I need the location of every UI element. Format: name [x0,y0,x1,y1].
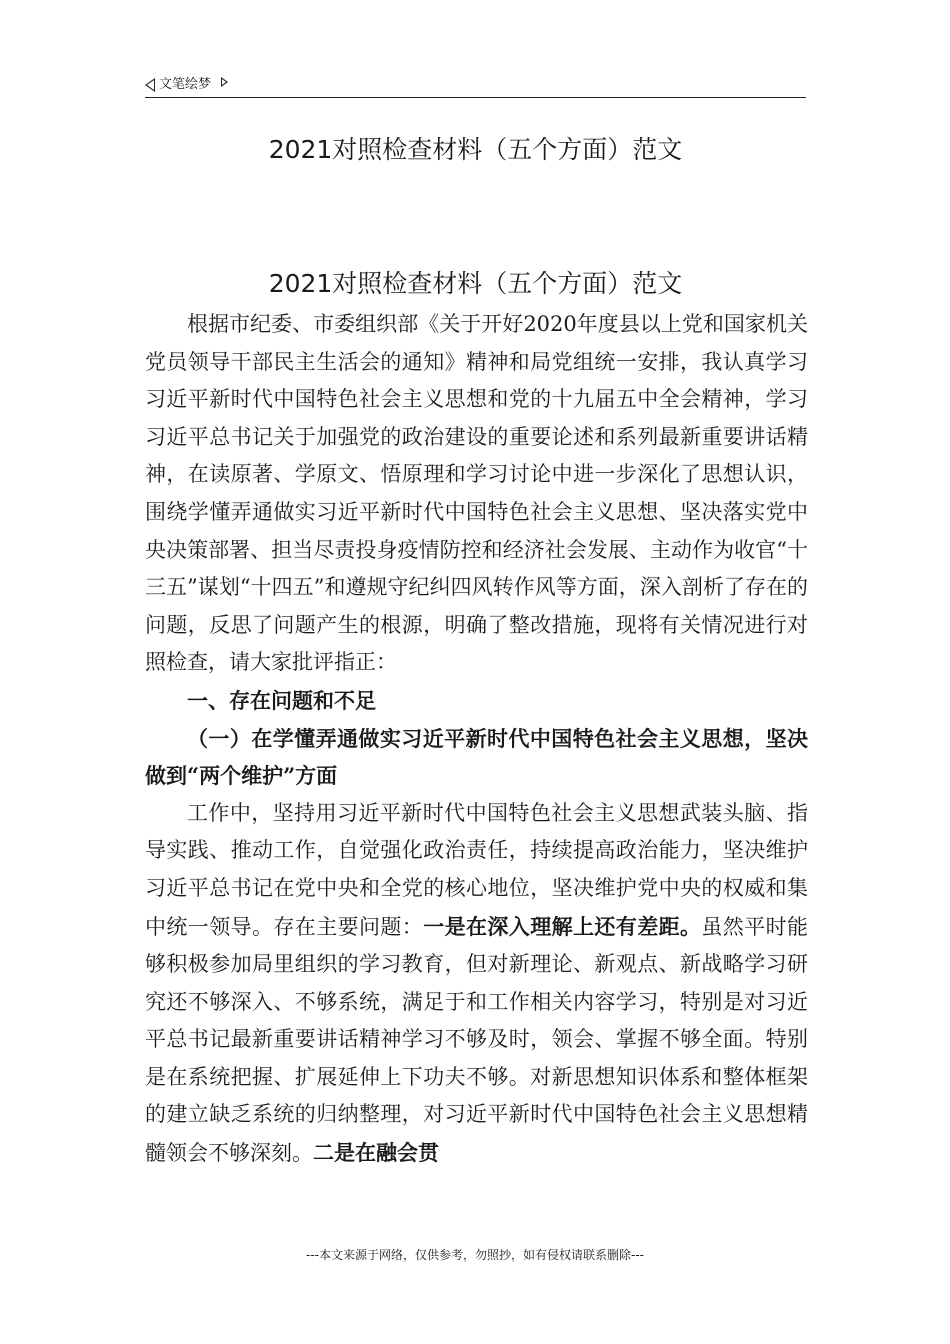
subsection-heading: （一）在学懂弄通做实习近平新时代中国特色社会主义思想，坚决做到“两个维护”方面 [145,725,808,789]
triangle-left-icon [145,78,155,92]
intro-paragraph: 根据市纪委、市委组织部《关于开好2020年度县以上党和国家机关党员领导干部民主生活会的通知》精神和局党组统一安排，我认真学习习近平新时代中国特色社会主义思想和党的十九届五中全会精神，学习习近平总书记关于加强党的政治建设的重要论述和系列最新重要讲话精神，在读原著、学原文、悟原理和学习讨论中进一步深化了思想认识，围绕学懂弄通做实习近平新时代中国特色社会主义思想、坚决落实党中央决策部署、担当尽责投身疫情防控和经济社会发展、主动作为收官“十三五”谋划“十四五”和遵规守纪纠四风转作风等方面，深入剖析了存在的问题，反思了问题产生的根源，明确了整改措施，现将有关情况进行对照检查，请大家批评指正： [145,312,808,675]
document-inner-title: 2021对照检查材料（五个方面）范文 [268,269,683,298]
body-paragraph [145,795,808,1173]
paragraph-text: 工作中，坚持用习近平新时代中国特色社会主义思想武装头脑、指导实践、推动工作，自觉强化政治责任，持续提高政治能力，坚决维护习近平总书记在党中央和全党的核心地位，坚决维护党中央的权威和集中统一领导。存在主要问题： [145,800,808,939]
triangle-right-icon [221,77,228,87]
document-title: 2021对照检查材料（五个方面）范文 [268,135,683,164]
header-brand-text: 文笔绘梦 [159,77,212,92]
header-brand [145,76,228,94]
bold-point: 一是在深入理解上还有差距。 [423,913,702,939]
page-header [145,72,806,98]
document-body [145,306,808,1173]
page-footer: ---本文来源于网络，仅供参考，勿照抄，如有侵权请联系删除--- [306,1248,644,1262]
header-rule [145,97,806,98]
section-heading: 一、存在问题和不足 [187,687,376,713]
paragraph-text: 虽然平时能够积极参加局里组织的学习教育，但对新理论、新观点、新战略学习研究还不够深入、不够系统，满足于和工作相关内容学习，特别是对习近平总书记最新重要讲话精神学习不够及时，领会、掌握不够全面。特别是在系统把握、扩展延伸上下功夫不够。对新思想知识体系和整体框架的建立缺乏系统的归纳整理，对习近平新时代中国特色社会主义思想精髓领会不够深刻。 [145,914,809,1166]
bold-point: 二是在融会贯 [313,1140,439,1166]
